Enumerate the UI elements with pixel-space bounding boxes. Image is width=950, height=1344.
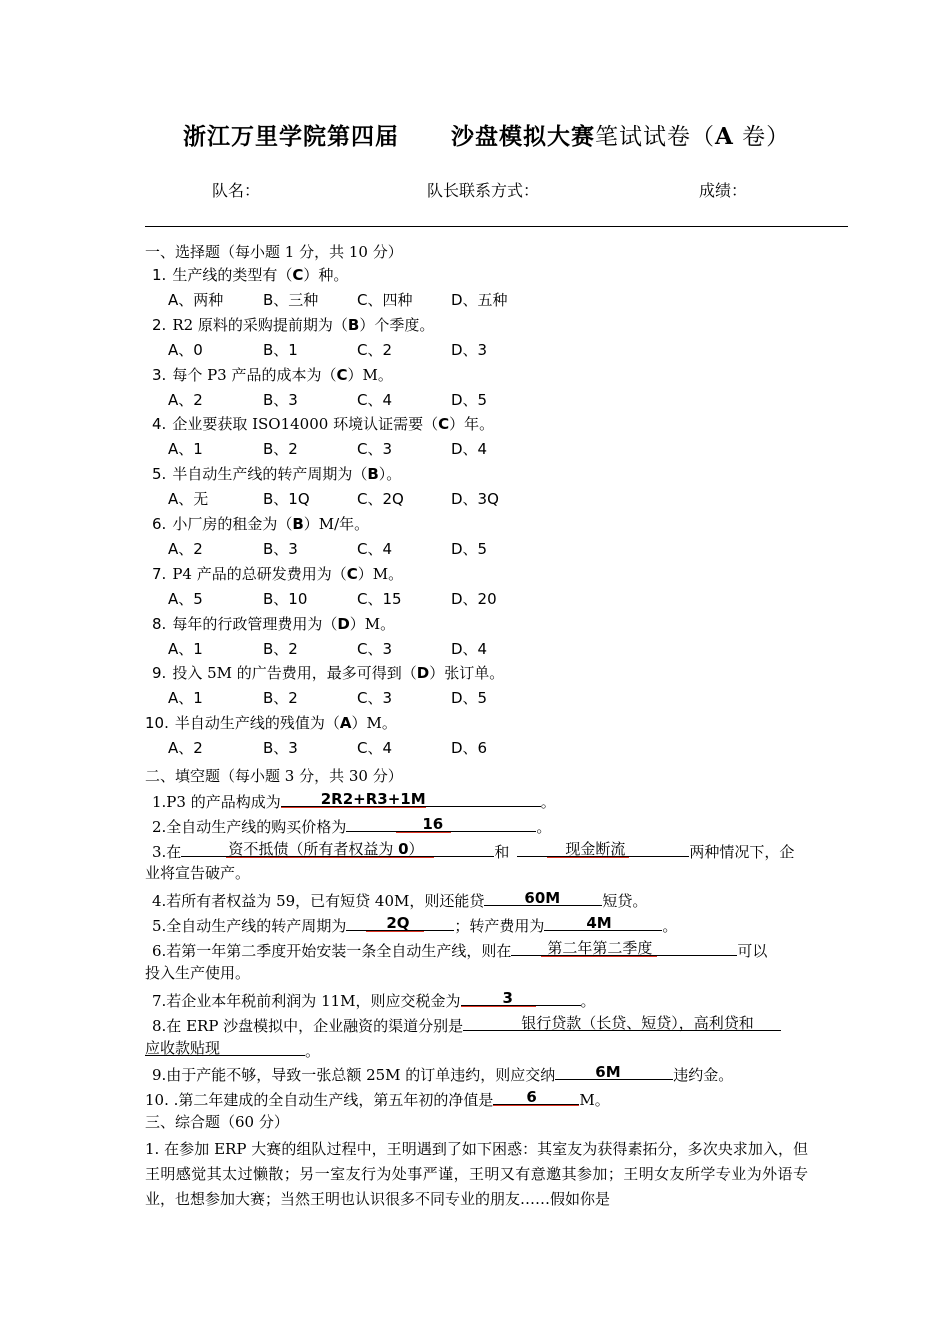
fill-q6-blank <box>511 936 737 956</box>
mc-question-end: ）张订单。 <box>429 664 505 683</box>
mc-option: A、0 <box>168 340 203 359</box>
mc-option: C、3 <box>357 639 393 658</box>
fill-q5-text: 5.全自动生产线的转产周期为 <box>152 917 347 935</box>
mc-question-number: 2. <box>152 315 167 334</box>
mc-option: C、4 <box>357 540 393 558</box>
fill-q3-and: 和 <box>494 843 510 861</box>
mc-option: A、1 <box>168 689 203 708</box>
fill-q5-mid: ；转产费用为 <box>454 917 545 935</box>
mc-question <box>152 562 403 586</box>
fill-q8-blank-cont <box>145 1036 305 1056</box>
mc-question-number: 3. <box>152 365 167 384</box>
fill-q8-answer-cont: 应收款贴现 <box>145 1039 221 1057</box>
mc-option: C、4 <box>357 739 393 758</box>
mc-option: B、3 <box>263 739 298 758</box>
fill-q7-answer: 3 <box>502 989 513 1007</box>
fill-q5-blank-2 <box>544 911 662 931</box>
fill-q6-cont: 投入生产使用。 <box>145 964 251 982</box>
mc-question-text: R2 原料的采购提前期为（ <box>172 315 348 334</box>
fill-q2 <box>152 812 551 839</box>
mc-question-text: P4 产品的总研发费用为（ <box>172 564 347 583</box>
mc-question-end: ）种。 <box>303 266 349 284</box>
mc-question-end: ）M。 <box>351 714 397 733</box>
mc-question-text: 投入 5M 的广告费用，最多可得到（ <box>172 664 417 683</box>
mc-option: B、1 <box>263 340 298 359</box>
fill-q10-blank <box>493 1085 579 1105</box>
title-version: A <box>715 123 734 150</box>
mc-option: B、2 <box>263 639 298 658</box>
mc-option: A、无 <box>168 490 209 509</box>
team-name-label: 队名： <box>212 181 261 200</box>
mc-option: D、6 <box>451 739 488 758</box>
captain-contact-label: 队长联系方式： <box>427 181 540 200</box>
mc-question <box>152 412 494 436</box>
mc-question-text: 每个 P3 产品的成本为（ <box>172 365 337 384</box>
mc-question-number: 4. <box>152 415 167 434</box>
mc-question-number: 9. <box>152 664 167 683</box>
fill-q1-blank <box>281 787 541 807</box>
fill-q5-answer-2: 4M <box>586 914 612 932</box>
mc-option: C、15 <box>357 589 402 608</box>
fill-q4 <box>152 886 647 913</box>
mc-question-text: 小厂房的租金为（ <box>172 515 293 533</box>
mc-option: C、3 <box>357 689 393 708</box>
fill-q9-end: 违约金。 <box>673 1066 734 1084</box>
fill-q3-blank-2 <box>517 837 689 857</box>
mc-option: A、1 <box>168 440 203 459</box>
mc-question-text: 半自动生产线的残值为（ <box>174 714 340 733</box>
mc-option: A、2 <box>168 540 203 558</box>
fill-q9-blank <box>555 1060 673 1080</box>
mc-question-end: ）。 <box>378 465 402 484</box>
mc-answer: B <box>367 465 379 484</box>
title-suffix: 卷） <box>733 124 791 150</box>
mc-question-end: ）个季度。 <box>359 315 435 334</box>
mc-question <box>152 612 395 636</box>
title-school: 浙江万里学院第四届 <box>183 123 399 150</box>
mc-question-end: ）M/年。 <box>303 515 370 533</box>
mc-question-text: 企业要获取 ISO14000 环境认证需要（ <box>172 415 439 434</box>
mc-question-number: 8. <box>152 614 167 633</box>
mc-option: D、3 <box>451 340 488 359</box>
mc-option: B、三种 <box>263 291 319 309</box>
mc-answer: C <box>438 415 450 434</box>
fill-q5 <box>152 911 677 938</box>
mc-option: D、5 <box>451 390 488 409</box>
mc-question-text: 生产线的类型有（ <box>172 266 293 284</box>
fill-q2-text: 2.全自动生产线的购买价格为 <box>152 818 347 836</box>
mc-question <box>152 512 369 536</box>
section-2-heading: 二、填空题（每小题 3 分，共 30 分） <box>145 767 403 785</box>
fill-q4-end: 短贷。 <box>602 892 648 910</box>
mc-answer: D <box>416 664 430 683</box>
mc-option: A、5 <box>168 589 203 608</box>
header-divider <box>145 226 848 227</box>
mc-question-number: 5. <box>152 465 167 484</box>
fill-q3-answer-2: 现金断流 <box>565 840 626 858</box>
fill-q10-answer: 6 <box>526 1088 537 1106</box>
mc-question-end: ）M。 <box>349 614 396 633</box>
fill-q7-text: 7.若企业本年税前利润为 11M，则应交税金为 <box>152 992 461 1010</box>
fill-q4-text: 4.若所有者权益为 59，已有短贷 40M，则还能贷 <box>152 892 485 910</box>
mc-answer: C <box>336 365 348 384</box>
fill-q10 <box>145 1085 610 1112</box>
mc-option: D、5 <box>451 689 488 708</box>
title-contest: 沙盘模拟大赛 <box>451 123 595 150</box>
mc-option: D、20 <box>451 589 497 608</box>
mc-question <box>152 263 348 287</box>
fill-q6-end: 可以 <box>737 942 768 960</box>
mc-option: D、4 <box>451 639 488 658</box>
fill-q4-answer: 60M <box>524 889 561 907</box>
mc-question-text: 半自动生产线的转产周期为（ <box>172 465 368 484</box>
mc-option: B、3 <box>263 390 298 409</box>
mc-question-number: 6. <box>152 515 167 533</box>
fill-q8-blank <box>463 1011 781 1031</box>
page-title <box>183 118 790 151</box>
mc-option: D、4 <box>451 440 488 459</box>
title-exam: 笔试试卷（ <box>595 124 715 150</box>
fill-q1-end: 。 <box>540 793 556 811</box>
mc-question-number: 7. <box>152 564 167 583</box>
fill-q6-text: 6.若第一年第二季度开始安装一条全自动生产线，则在 <box>152 942 512 960</box>
mc-option: A、两种 <box>168 291 224 309</box>
mc-answer: B <box>347 315 360 334</box>
fill-q9-text: 9.由于产能不够，导致一张总额 25M 的订单违约，则应交纳 <box>152 1066 556 1084</box>
fill-q9 <box>152 1060 733 1087</box>
mc-option: B、3 <box>263 540 298 558</box>
fill-q2-blank <box>346 812 536 832</box>
section-3-question-1: 1. 在参加 ERP 大赛的组队过程中，王明遇到了如下困惑：其室友为获得素拓分，多次央求加入，但王明感觉其太过懒散；另一室友行为处事严谨，王明又有意邀其参加；王明女友所学专业为外语专业，也想参加大赛；当然王明也认识很多不同专业的朋友……假如你是 <box>145 1140 808 1208</box>
fill-q1-answer: 2R2+R3+1M <box>320 790 426 808</box>
mc-question-number: 1. <box>152 266 167 284</box>
fill-q1-text: 1.P3 的产品构成为 <box>152 793 281 811</box>
mc-option: D、五种 <box>451 291 508 309</box>
mc-option: C、四种 <box>357 291 413 309</box>
fill-q6 <box>152 936 767 963</box>
fill-q9-answer: 6M <box>595 1063 621 1081</box>
mc-question <box>152 313 434 337</box>
fill-q5-end: 。 <box>662 917 678 935</box>
section-1-heading: 一、选择题（每小题 1 分，共 10 分） <box>145 243 403 261</box>
mc-answer: A <box>339 714 352 733</box>
fill-q3-end: 两种情况下，企 <box>689 843 795 861</box>
fill-q3 <box>152 837 794 864</box>
fill-q3-answer-1: 资不抵债（所有者权益为 0） <box>228 840 424 858</box>
fill-q3-cont: 业将宣告破产。 <box>145 864 251 882</box>
fill-q3-text: 3.在 <box>152 843 182 861</box>
mc-question-end: ）年。 <box>449 415 495 434</box>
fill-q8 <box>152 1011 781 1038</box>
fill-q2-answer: 16 <box>422 815 444 833</box>
fill-q1 <box>152 787 556 814</box>
fill-q5-blank-1 <box>346 911 454 931</box>
mc-question-text: 每年的行政管理费用为（ <box>172 614 338 633</box>
mc-option: B、10 <box>263 589 308 608</box>
mc-question-number: 10. <box>145 714 169 733</box>
fill-q4-blank <box>484 886 602 906</box>
mc-option: A、2 <box>168 739 203 758</box>
mc-question <box>152 462 401 486</box>
mc-option: D、5 <box>451 540 488 558</box>
mc-option: C、2 <box>357 340 393 359</box>
fill-q8-end: 。 <box>305 1042 321 1060</box>
mc-question-end: ）M。 <box>357 564 404 583</box>
fill-q10-end: M。 <box>579 1091 610 1109</box>
mc-question <box>152 363 393 387</box>
fill-q2-end: 。 <box>536 818 552 836</box>
mc-answer: D <box>337 614 350 633</box>
mc-answer: C <box>346 564 358 583</box>
mc-answer: C <box>292 266 304 284</box>
section-3-heading: 三、综合题（60 分） <box>145 1113 289 1131</box>
mc-option: B、2 <box>263 689 298 708</box>
score-label: 成绩： <box>699 181 748 200</box>
mc-option: B、1Q <box>263 490 310 509</box>
mc-question <box>152 661 504 685</box>
fill-q7 <box>152 986 596 1013</box>
mc-option: B、2 <box>263 440 298 459</box>
mc-answer: B <box>292 515 304 533</box>
fill-q7-blank <box>461 986 581 1006</box>
fill-q6-answer: 第二年第二季度 <box>547 939 653 957</box>
mc-question-end: ）M。 <box>347 365 393 384</box>
fill-q3-blank-1 <box>181 837 494 857</box>
fill-q10-text: 10. .第二年建成的全自动生产线，第五年初的净值是 <box>145 1091 494 1109</box>
mc-option: C、4 <box>357 390 393 409</box>
mc-option: A、1 <box>168 639 203 658</box>
fill-q8-text: 8.在 ERP 沙盘模拟中，企业融资的渠道分别是 <box>152 1017 464 1035</box>
fill-q5-answer-1: 2Q <box>386 914 410 932</box>
mc-option: D、3Q <box>451 490 499 509</box>
fill-q7-end: 。 <box>580 992 596 1010</box>
mc-question <box>145 711 397 735</box>
mc-option: C、2Q <box>357 490 404 509</box>
fill-q8-answer: 银行贷款（长贷、短贷），高利贷和 <box>521 1014 754 1032</box>
fill-q8-cont <box>145 1036 320 1063</box>
mc-option: C、3 <box>357 440 393 459</box>
mc-option: A、2 <box>168 390 203 409</box>
